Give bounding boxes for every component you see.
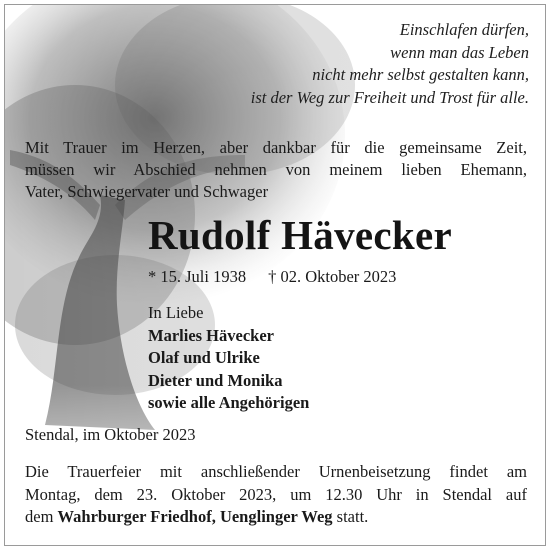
funeral-service-info bbox=[25, 461, 527, 529]
poem-line: Einschlafen dürfen, bbox=[399, 20, 529, 39]
death-date: † 02. Oktober 2023 bbox=[268, 267, 397, 286]
place-and-date: Stendal, im Oktober 2023 bbox=[25, 425, 196, 444]
mourners-heading: In Liebe bbox=[148, 303, 204, 322]
birth-date: * 15. Juli 1938 bbox=[148, 267, 247, 286]
obituary-frame bbox=[4, 4, 546, 546]
poem-line: nicht mehr selbst gestalten kann, bbox=[312, 65, 529, 84]
service-line: Die Trauerfeier mit anschließender Urnenbeisetzung findet am bbox=[25, 462, 527, 481]
intro-line: Mit Trauer im Herzen, aber dankbar für die gemeinsame Zeit, bbox=[25, 138, 527, 157]
cemetery-location: Wahrburger Friedhof, Uenglinger Weg bbox=[57, 507, 333, 526]
intro-line: Vater, Schwiegervater und Schwager bbox=[25, 182, 269, 201]
mourner-name: sowie alle Angehörigen bbox=[148, 393, 310, 412]
service-line bbox=[25, 506, 527, 529]
memorial-poem bbox=[251, 19, 529, 109]
obituary-content bbox=[5, 5, 546, 546]
service-suffix: statt. bbox=[332, 507, 369, 526]
service-prefix: dem bbox=[25, 507, 58, 526]
poem-line: ist der Weg zur Freiheit und Trost für alle. bbox=[250, 87, 529, 107]
deceased-name: Rudolf Hävecker bbox=[148, 212, 452, 258]
service-line: Montag, dem 23. Oktober 2023, um 12.30 Uhr in Stendal auf bbox=[25, 484, 527, 504]
intro-text bbox=[25, 137, 527, 203]
mourners-list bbox=[148, 302, 309, 415]
poem-line: wenn man das Leben bbox=[390, 42, 529, 62]
life-dates bbox=[148, 267, 396, 287]
mourner-name: Olaf und Ulrike bbox=[148, 348, 260, 367]
mourner-name: Marlies Hävecker bbox=[148, 325, 274, 345]
mourner-name: Dieter und Monika bbox=[148, 370, 283, 390]
intro-line: müssen wir Abschied nehmen von meinem lieben Ehemann, bbox=[25, 160, 527, 179]
